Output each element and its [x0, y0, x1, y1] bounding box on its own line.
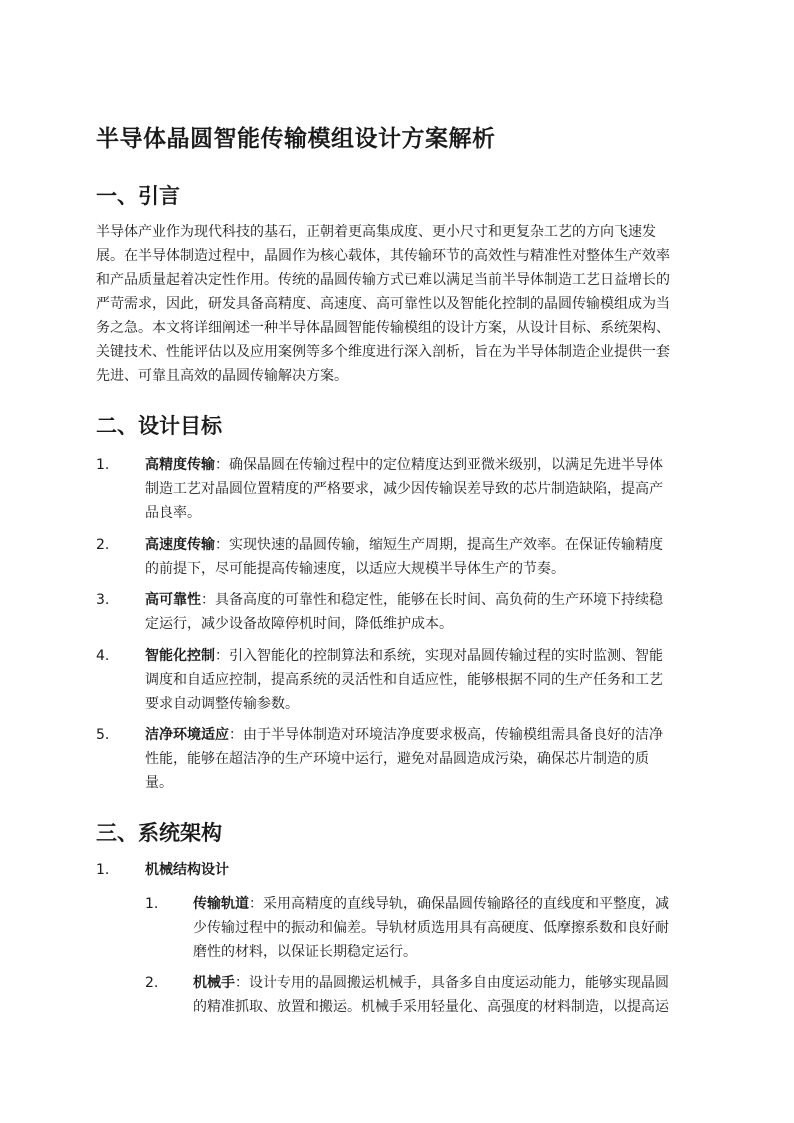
goal-line: [145, 644, 701, 668]
list-number: 5.: [96, 727, 110, 743]
goal-text: ：确保晶圆在传输过程中的定位精度达到亚微米级别，以满足先进半导体: [215, 457, 663, 473]
goal-line: 调度和自适应控制，提高系统的灵活性和自适应性，能够根据不同的生产任务和工艺: [145, 672, 663, 688]
list-number: 3.: [96, 592, 110, 608]
section-heading-intro: 一、引言: [96, 184, 180, 208]
intro-line: 和产品质量起着决定性作用。传统的晶圆传输方式已难以满足当前半导体制造工艺日益增长的: [96, 272, 670, 288]
intro-line: 半导体产业作为现代科技的基石，正朝着更高集成度、更小尺寸和更复杂工艺的方向飞速发: [96, 224, 656, 240]
goal-item-body: [145, 533, 701, 581]
goal-line: 性能，能够在超洁净的生产环境中运行，避免对晶圆造成污染，确保芯片制造的质: [145, 751, 649, 767]
intro-line: 务之急。本文将详细阐述一种半导体晶圆智能传输模组的设计方案，从设计目标、系统架构、: [96, 320, 670, 336]
goal-text: ：引入智能化的控制算法和系统，实现对晶圆传输过程的实时监测、智能: [215, 648, 663, 664]
list-number: 1.: [145, 896, 159, 912]
list-number: 1.: [96, 457, 110, 473]
goal-line: 要求自动调整传输参数。: [145, 696, 299, 712]
goal-term: 智能化控制: [145, 648, 215, 664]
sub-item-line: [193, 971, 703, 995]
goal-line: 品良率。: [145, 505, 201, 521]
sub-item-text: ：设计专用的晶圆搬运机械手，具备多自由度运动能力，能够实现晶圆: [235, 975, 669, 991]
sub-item-body: [193, 892, 703, 964]
goal-line: 制造工艺对晶圆位置精度的严格要求，减少因传输误差导致的芯片制造缺陷，提高产: [145, 481, 663, 497]
sub-item-line: 的精准抓取、放置和搬运。机械手采用轻量化、高强度的材料制造，以提高运: [193, 999, 669, 1015]
goal-term: 高速度传输: [145, 537, 215, 553]
goal-line: [145, 723, 701, 747]
goal-term: 高可靠性: [145, 592, 201, 608]
goal-term: 洁净环境适应: [145, 727, 229, 743]
sub-item-body: [193, 971, 703, 1019]
intro-line: 先进、可靠且高效的晶圆传输解决方案。: [96, 368, 348, 384]
goal-text: ：具备高度的可靠性和稳定性，能够在长时间、高负荷的生产环境下持续稳: [201, 592, 663, 608]
intro-line: 展。在半导体制造过程中，晶圆作为核心载体，其传输环节的高效性与精准性对整体生产效率: [96, 248, 670, 264]
sub-item-line: [193, 892, 703, 916]
sub-item-line: 少传输过程中的振动和偏差。导轨材质选用具有高硬度、低摩擦系数和良好耐: [193, 920, 669, 936]
section-heading-architecture: 三、系统架构: [96, 821, 222, 845]
list-number: 1.: [96, 862, 110, 878]
list-number: 2.: [145, 975, 159, 991]
goal-line: 量。: [145, 775, 173, 791]
goal-item-body: [145, 453, 701, 525]
goal-item-body: [145, 588, 701, 636]
goal-line: [145, 533, 701, 557]
document-title: 半导体晶圆智能传输模组设计方案解析: [96, 126, 496, 152]
sub-item-text: ：采用高精度的直线导轨，确保晶圆传输路径的直线度和平整度，减: [249, 896, 669, 912]
goal-item-body: [145, 644, 701, 716]
section-heading-goals: 二、设计目标: [96, 414, 222, 438]
goal-line: [145, 588, 701, 612]
goal-term: 高精度传输: [145, 457, 215, 473]
goal-item-body: [145, 723, 701, 795]
sub-item-term: 传输轨道: [193, 896, 249, 912]
goal-line: 的前提下，尽可能提高传输速度，以适应大规模半导体生产的节奏。: [145, 561, 565, 577]
sub-item-term: 机械手: [193, 975, 235, 991]
sub-item-line: 磨性的材料，以保证长期稳定运行。: [193, 944, 417, 960]
goal-line: 定运行，减少设备故障停机时间，降低维护成本。: [145, 616, 453, 632]
architecture-group-label: 机械结构设计: [145, 862, 229, 878]
goal-text: ：由于半导体制造对环境洁净度要求极高，传输模组需具备良好的洁净: [229, 727, 663, 743]
list-number: 2.: [96, 537, 110, 553]
list-number: 4.: [96, 648, 110, 664]
goal-text: ：实现快速的晶圆传输，缩短生产周期，提高生产效率。在保证传输精度: [215, 537, 663, 553]
intro-line: 关键技术、性能评估以及应用案例等多个维度进行深入剖析，旨在为半导体制造企业提供一套: [96, 344, 670, 360]
intro-paragraph: [96, 220, 700, 388]
intro-line: 严苛需求，因此，研发具备高精度、高速度、高可靠性以及智能化控制的晶圆传输模组成为当: [96, 296, 670, 312]
goal-line: [145, 453, 701, 477]
